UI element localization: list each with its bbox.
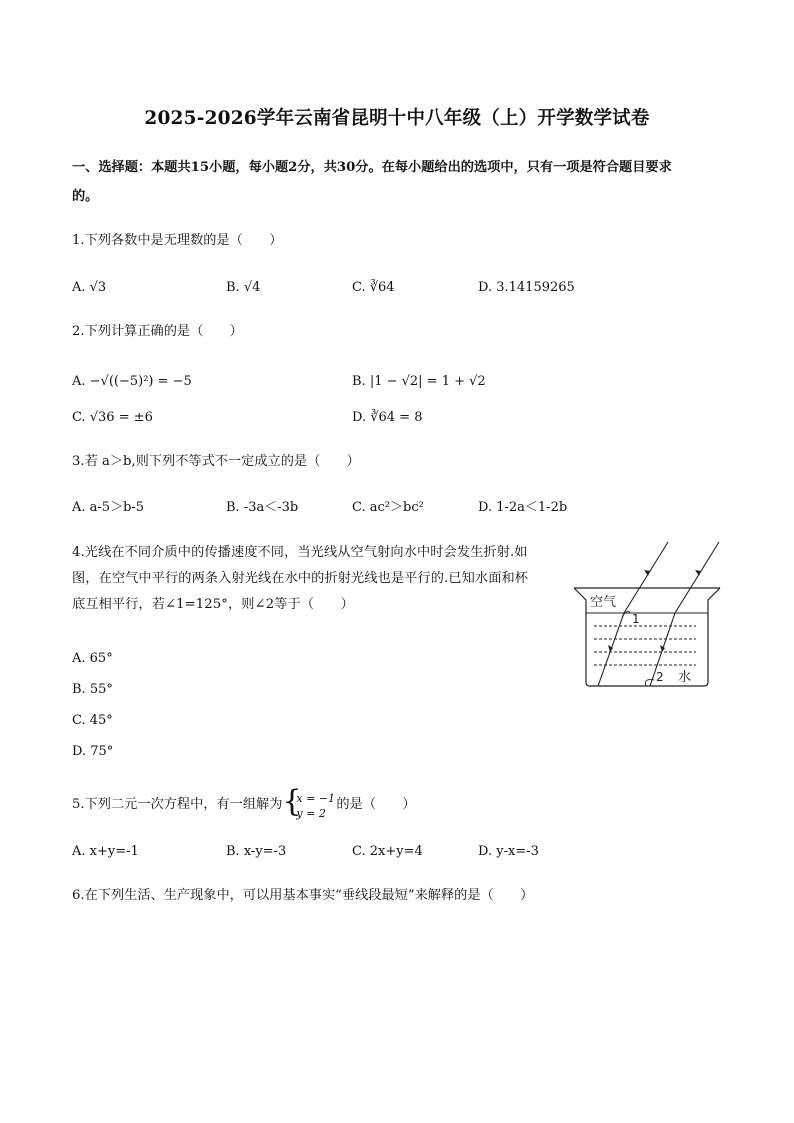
angle-1-label: 1 — [632, 612, 640, 626]
question-4-option-c: C. 45° — [72, 713, 113, 728]
question-2-option-d: D. ∛64 = 8 — [352, 410, 423, 425]
question-2-option-a: A. −√((−5)²) = −5 — [72, 374, 192, 389]
question-5-stem — [72, 784, 416, 821]
angle-2-label: 2 — [656, 670, 664, 684]
question-4-option-a: A. 65° — [72, 651, 113, 666]
question-5-option-d: D. y-x=-3 — [478, 844, 539, 859]
water-label: 水 — [678, 670, 692, 685]
equation-system — [282, 784, 336, 821]
question-4-line1: 4.光线在不同介质中的传播速度不同，当光线从空气射向水中时会发生折射.如 — [72, 545, 528, 560]
question-1-option-a: A. √3 — [72, 280, 107, 295]
question-5-option-a: A. x+y=-1 — [72, 844, 139, 859]
question-1-option-c: C. ∛64 — [352, 280, 395, 295]
question-1-stem: 1.下列各数中是无理数的是（ ） — [72, 233, 283, 248]
section-header-line2: 的。 — [72, 189, 99, 204]
question-5-option-b: B. x-y=-3 — [226, 844, 287, 859]
refraction-figure — [570, 540, 730, 692]
question-5-stem-after: 的是（ ） — [336, 797, 416, 812]
question-3-option-c: C. ac²＞bc² — [352, 500, 424, 515]
question-2-stem: 2.下列计算正确的是（ ） — [72, 324, 243, 339]
question-3-stem: 3.若 a＞b,则下列不等式不一定成立的是（ ） — [72, 454, 360, 469]
question-5-option-c: C. 2x+y=4 — [352, 844, 423, 859]
section-header — [72, 153, 722, 211]
question-2-option-b: B. |1 − √2| = 1 + √2 — [352, 374, 486, 389]
question-3-option-a: A. a-5＞b-5 — [72, 500, 145, 515]
question-3-option-b: B. -3a＜-3b — [226, 500, 299, 515]
question-3-option-d: D. 1-2a＜1-2b — [478, 500, 568, 515]
air-label: 空气 — [590, 595, 617, 610]
section-header-line1: 一、选择题：本题共15小题，每小题2分，共30分。在每小题给出的选项中，只有一项是符合题目要求 — [72, 160, 672, 175]
question-1-option-b: B. √4 — [226, 280, 261, 295]
question-5-stem-before: 5.下列二元一次方程中，有一组解为 — [72, 797, 283, 812]
question-4-option-b: B. 55° — [72, 682, 113, 697]
incident-ray-2 — [675, 542, 719, 613]
page-title: 2025-2026学年云南省昆明十中八年级（上）开学数学试卷 — [144, 108, 650, 129]
incident-ray-1 — [624, 542, 668, 613]
equation-system-line1: x = −1 — [296, 792, 336, 805]
brace-icon: { — [282, 784, 302, 819]
question-6-stem: 6.在下列生活、生产现象中，可以用基本事实“垂线段最短”来解释的是（ ） — [72, 888, 534, 903]
question-4-line2: 图，在空气中平行的两条入射光线在水中的折射光线也是平行的.已知水面和杯 — [72, 571, 529, 586]
equation-system-line2: y = 2 — [296, 807, 326, 820]
question-1-option-d: D. 3.14159265 — [478, 280, 575, 295]
question-4-stem — [72, 540, 560, 618]
angle-2-arc — [645, 680, 654, 686]
question-2-option-c: C. √36 = ±6 — [72, 410, 153, 425]
question-4-option-d: D. 75° — [72, 744, 114, 759]
question-4-line3: 底互相平行，若∠1=125°，则∠2等于（ ） — [72, 597, 354, 612]
